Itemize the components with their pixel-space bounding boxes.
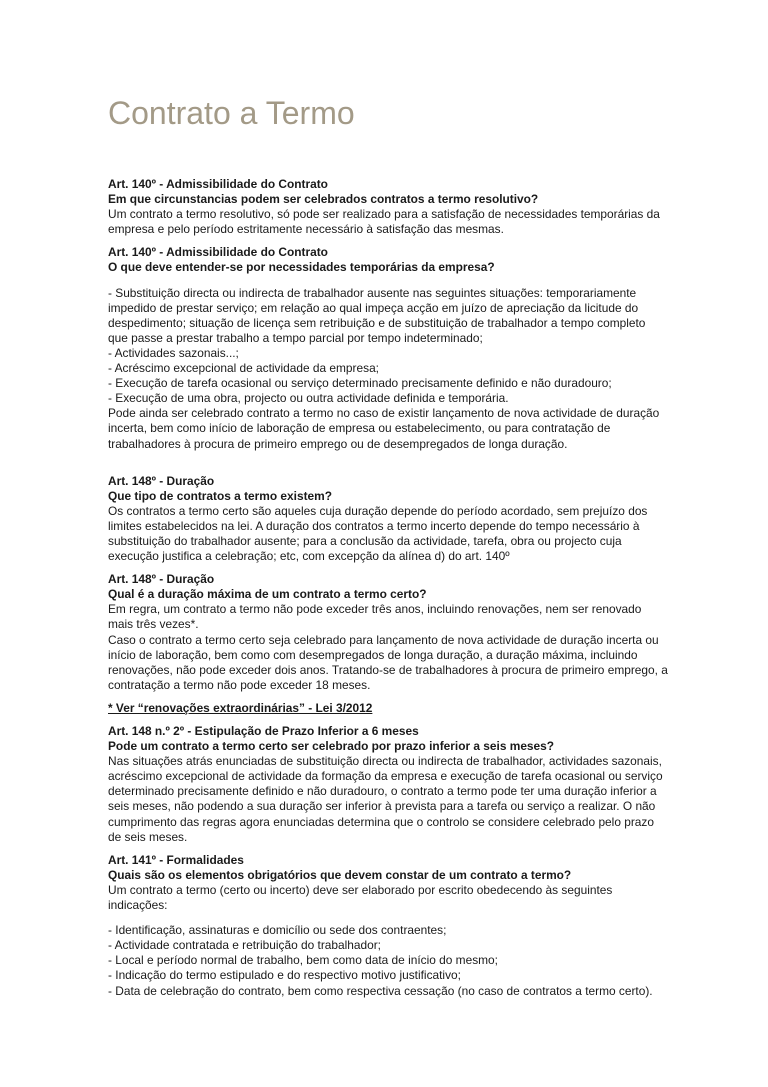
section-heading: Art. 148º - Duração — [108, 572, 215, 587]
section-question: Em que circunstancias podem ser celebrados contratos a termo resolutivo? — [108, 192, 539, 207]
list-item: - Execução de tarefa ocasional ou serviço determinado precisamente definido e não duradouro; — [108, 376, 612, 391]
section-answer: Nas situações atrás enunciadas de substituição directa ou indirecta de trabalhador, actividades sazonais, acréscimo excepcional de actividade da formação da empresa e execução de tarefa ocasional ou serviço determinado precisamente definido e não duradouro, o contrato a termo pode ter uma duração inferior a seis meses, não podendo a sua duração ser inferior à prevista para a tarefa ou serviço a realizar. O não cumprimento das regras agora enunciadas determina que o controlo se considere celebrado pelo prazo de seis meses. — [108, 754, 663, 844]
section-duration-types — [108, 474, 668, 565]
section-question: Pode um contrato a termo certo ser celebrado por prazo inferior a seis meses? — [108, 739, 555, 754]
section-short-term — [108, 724, 668, 845]
list-item: - Actividades sazonais...; — [108, 345, 239, 360]
section-answer: Um contrato a termo resolutivo, só pode ser realizado para a satisfação de necessidades temporárias da empresa e pelo período estritamente necessário à satisfação das mesmas. — [108, 207, 660, 237]
section-note: Pode ainda ser celebrado contrato a termo no caso de existir lançamento de nova actividade de duração incerta, bem como início de laboração de empresa ou estabelecimento, ou para contratação de trabalhadores à procura de primeiro emprego ou de desempregados de longa duração. — [108, 406, 660, 451]
page-title: Contrato a Termo — [108, 95, 355, 131]
list-item: - Indicação do termo estipulado e do respectivo motivo justificativo; — [108, 968, 461, 983]
section-formalities — [108, 853, 668, 999]
section-heading: Art. 148º - Duração — [108, 473, 215, 488]
section-heading: Art. 141º - Formalidades — [108, 852, 244, 867]
section-heading: Art. 140º - Admissibilidade do Contrato — [108, 177, 328, 191]
renewals-note-link[interactable]: * Ver “renovações extraordinárias” - Lei 3/2012 — [108, 700, 373, 715]
section-question: Qual é a duração máxima de um contrato a termo certo? — [108, 587, 427, 602]
section-answer: Caso o contrato a termo certo seja celebrado para lançamento de nova actividade de duração incerta ou início de laboração, bem como com desempregados de longa duração, a duração máxima, incluindo renovações, não pode exceder dois anos. Tratando-se de trabalhadores à procura de primeiro emprego, a contratação a termo não pode exceder 18 meses. — [108, 632, 668, 692]
section-question: Quais são os elementos obrigatórios que devem constar de um contrato a termo? — [108, 867, 572, 882]
section-answer: Os contratos a termo certo são aqueles cuja duração depende do período acordado, sem prejuízo dos limites estabelecidos na lei. A duração dos contratos a termo incerto depende do tempo necessário à substituição do trabalhador ausente; para a conclusão da actividade, tarefa, obra ou projecto cuja execução justifica a celebração; etc, com excepção da alínea d) do art. 140º — [108, 503, 648, 564]
section-question: Que tipo de contratos a termo existem? — [108, 488, 332, 503]
list-item: - Identificação, assinaturas e domicílio ou sede dos contraentes; — [108, 923, 447, 938]
document-body — [108, 177, 668, 999]
section-question: O que deve entender-se por necessidades temporárias da empresa? — [108, 260, 495, 275]
list-item: - Execução de uma obra, projecto ou outra actividade definida e temporária. — [108, 391, 509, 406]
section-heading: Art. 148 n.º 2º - Estipulação de Prazo Inferior a 6 meses — [108, 724, 419, 738]
list-item: - Data de celebração do contrato, bem como respectiva cessação (no caso de contratos a termo certo). — [108, 983, 653, 998]
section-answer: Em regra, um contrato a termo não pode exceder três anos, incluindo renovações, nem ser renovado mais três vezes*. — [108, 602, 642, 632]
section-admissibility-2 — [108, 245, 668, 451]
list-item: - Actividade contratada e retribuição do trabalhador; — [108, 938, 381, 953]
list-item: - Substituição directa ou indirecta de trabalhador ausente nas seguintes situações: temporariamente impedido de prestar serviço; em relação ao qual impeça acção em juízo de apreciação da licitude do despedimento; situação de licença sem retribuição e de substituição de trabalhador a tempo completo que passe a prestar trabalho a tempo parcial por tempo indeterminado; — [108, 285, 646, 345]
list-item: - Acréscimo excepcional de actividade da empresa; — [108, 361, 379, 376]
section-admissibility-1 — [108, 177, 668, 237]
list-item: - Local e período normal de trabalho, bem como data de início do mesmo; — [108, 953, 498, 968]
section-heading: Art. 140º - Admissibilidade do Contrato — [108, 245, 328, 260]
section-answer: Um contrato a termo (certo ou incerto) deve ser elaborado por escrito obedecendo às seguintes indicações: — [108, 882, 613, 913]
section-max-duration — [108, 572, 668, 693]
